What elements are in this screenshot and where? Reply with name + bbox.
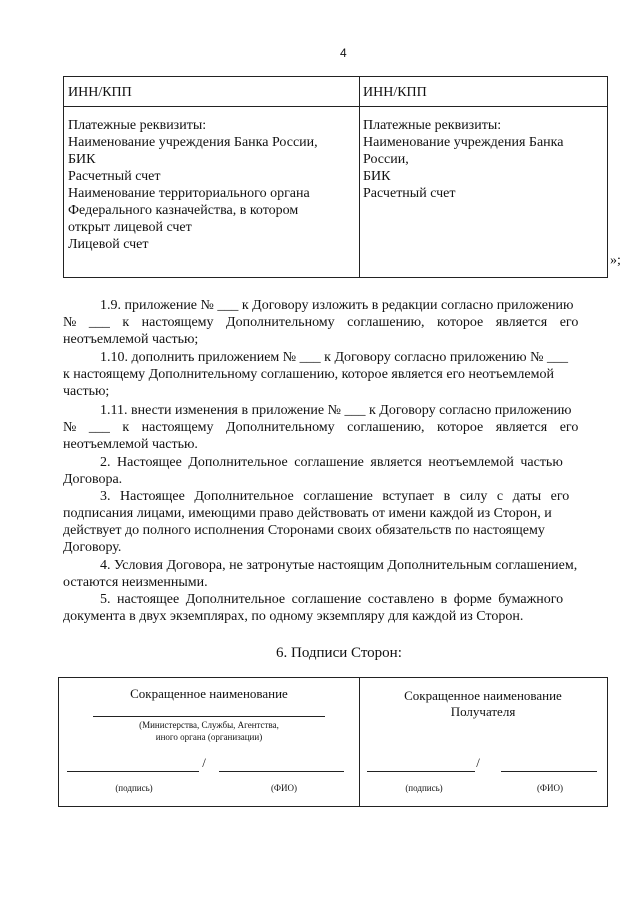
paragraph-1-10 xyxy=(63,349,621,400)
requisite-line: Федерального казначейства, в котором xyxy=(68,203,299,218)
closing-quote: »; xyxy=(610,253,621,268)
requisite-line: открыт лицевой счет xyxy=(68,220,192,235)
paragraph-line: частью; xyxy=(63,384,110,399)
paragraph-line: 4. Условия Договора, не затронутые настоящим Дополнительным соглашением, xyxy=(100,558,578,573)
slash: / xyxy=(476,755,480,770)
signature-label: (подпись) xyxy=(115,783,153,793)
paragraph-1-9 xyxy=(63,297,621,348)
paragraph-line: остаются неизменными. xyxy=(63,575,208,590)
left-payment-details xyxy=(68,117,356,253)
paragraph-line: Договора. xyxy=(63,472,123,487)
paragraph-line: 1.10. дополнить приложением № ___ к Договору согласно приложению № ___ xyxy=(100,350,568,365)
paragraph-line: № ___ к настоящему Дополнительному соглашению, которое является его xyxy=(63,315,579,330)
right-payment-details xyxy=(363,117,605,202)
paragraph-line: 3. Настоящее Дополнительное соглашение вступает в силу с даты его xyxy=(100,489,570,504)
requisite-line: Расчетный счет xyxy=(363,186,456,201)
paragraph-line: 2. Настоящее Дополнительное соглашение является неотъемлемой частью xyxy=(100,455,563,470)
requisite-line: Лицевой счет xyxy=(68,237,149,252)
requisite-line: Наименование учреждения Банка xyxy=(363,135,564,150)
table-divider xyxy=(359,77,360,277)
fio-label: (ФИО) xyxy=(270,783,298,793)
paragraph-line: неотъемлемой частью. xyxy=(63,437,198,452)
paragraph-line: к настоящему Дополнительному соглашению, которое является его неотъемлемой xyxy=(63,367,554,382)
signatures-heading: 6. Подписи Сторон: xyxy=(276,645,402,661)
paragraph-line: 1.9. приложение № ___ к Договору изложить в редакции согласно приложению xyxy=(100,298,574,313)
requisite-line: БИК xyxy=(68,152,96,167)
paragraph-line: неотъемлемой частью; xyxy=(63,332,199,347)
requisite-line: Наименование учреждения Банка России, xyxy=(68,135,318,150)
requisite-line: Расчетный счет xyxy=(68,169,161,184)
signatures-table xyxy=(58,677,608,807)
right-party-name: Сокращенное наименование xyxy=(404,688,562,703)
left-inn-kpp: ИНН/КПП xyxy=(68,85,132,100)
requisites-table xyxy=(63,76,608,278)
left-party-note: иного органа (организации) xyxy=(155,732,263,742)
requisite-line: Наименование территориального органа xyxy=(68,186,310,201)
requisite-line: России, xyxy=(363,152,409,167)
paragraph-line: подписания лицами, имеющими право действовать от имени каждой из Сторон, и xyxy=(63,506,552,521)
right-party-name: Получателя xyxy=(450,704,516,719)
paragraph-line: документа в двух экземплярах, по одному экземпляру для каждой из Сторон. xyxy=(63,609,524,624)
paragraph-line: 1.11. внести изменения в приложение № ___ к Договору согласно приложению xyxy=(100,403,572,418)
paragraph-1-11 xyxy=(63,402,621,453)
paragraph-line: 5. настоящее Дополнительное соглашение составлено в форме бумажного xyxy=(100,592,564,607)
requisite-line: Платежные реквизиты: xyxy=(363,118,502,133)
left-party-note: (Министерства, Службы, Агентства, xyxy=(139,720,279,730)
paragraph-5 xyxy=(63,591,621,625)
left-party-name: Сокращенное наименование xyxy=(130,686,288,701)
requisite-line: БИК xyxy=(363,169,391,184)
table-divider xyxy=(64,106,607,107)
signature-line xyxy=(67,771,199,772)
fio-label: (ФИО) xyxy=(536,783,564,793)
paragraph-4 xyxy=(63,557,621,591)
page-number: 4 xyxy=(340,46,347,60)
slash: / xyxy=(202,755,206,770)
paragraph-2 xyxy=(63,454,621,488)
fio-line xyxy=(501,771,597,772)
fio-line xyxy=(219,771,344,772)
name-line xyxy=(93,716,325,717)
paragraph-3 xyxy=(63,488,621,556)
paragraph-line: Договору. xyxy=(63,540,122,555)
signature-label: (подпись) xyxy=(405,783,443,793)
paragraph-line: № ___ к настоящему Дополнительному соглашению, которое является его xyxy=(63,420,579,435)
paragraph-line: действует до полного исполнения Сторонами своих обязательств по настоящему xyxy=(63,523,545,538)
requisite-line: Платежные реквизиты: xyxy=(68,118,207,133)
right-inn-kpp: ИНН/КПП xyxy=(363,85,427,100)
signature-line xyxy=(367,771,475,772)
